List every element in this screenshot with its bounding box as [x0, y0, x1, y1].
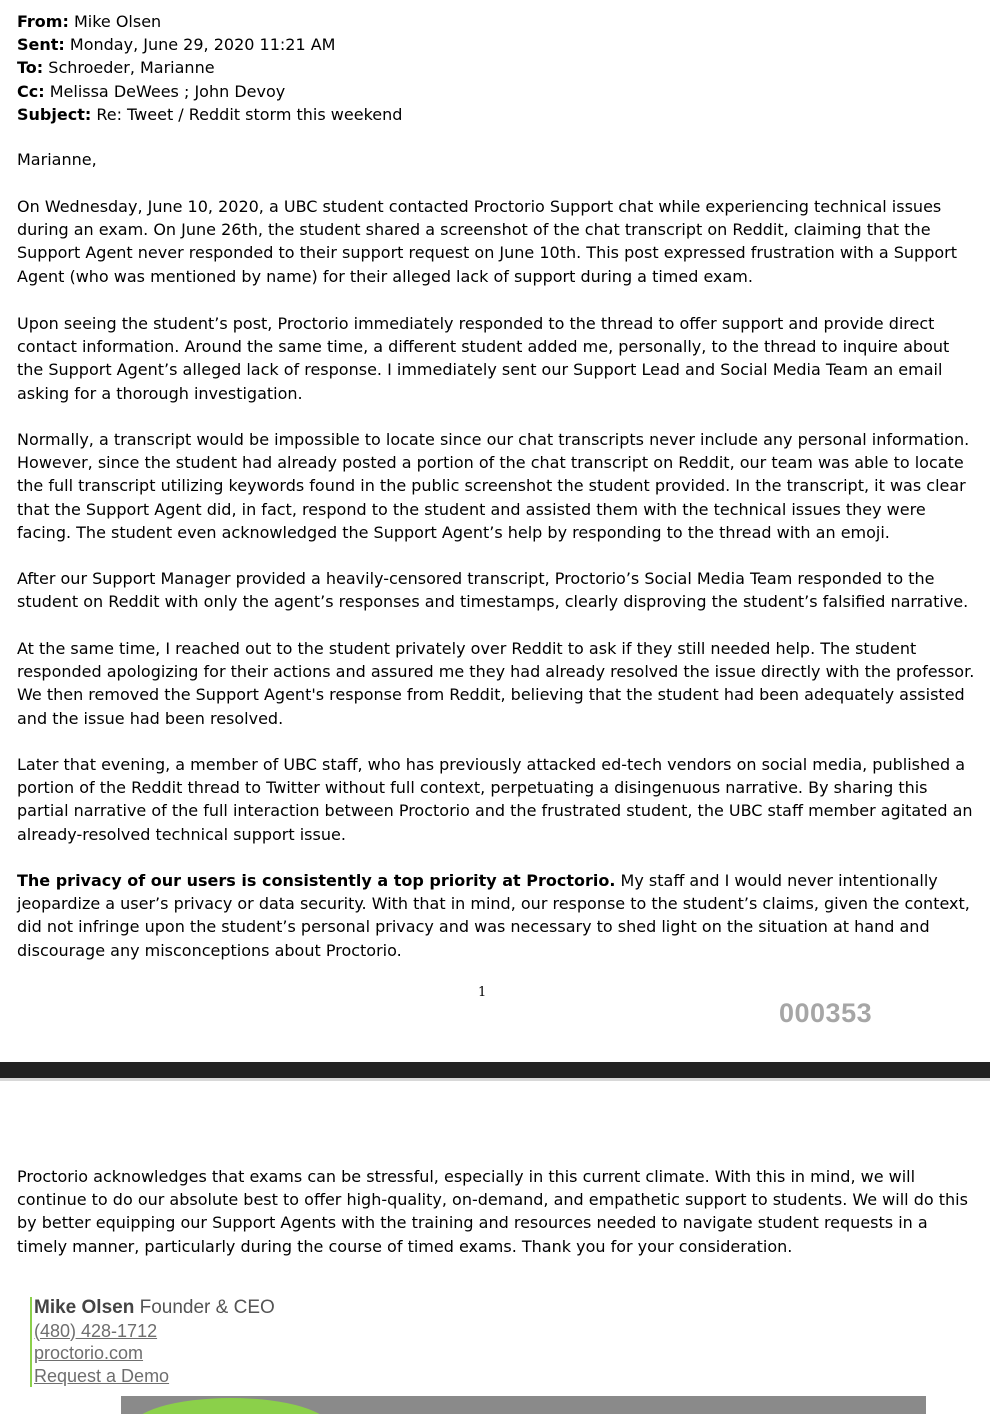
header-value: Mike Olsen: [73, 12, 162, 31]
header-cc: [17, 80, 977, 103]
email-greeting: Marianne,: [17, 150, 97, 169]
paragraph-transcript: Normally, a transcript would be impossible to locate since our chat transcripts never include any personal information. However, since the student had already posted a portion of the chat transcript on Reddit, our team was able to locate the full transcript utilizing keywords found in the public screenshot the student provided. In the transcript, it was clear that the Support Agent did, in fact, respond to the student and assisted them with the technical issues they were facing. The student even acknowledged the Support Agent’s help by responding to the thread with an emoji.: [17, 430, 970, 542]
header-value: Schroeder, Marianne: [48, 58, 215, 78]
logo-circle-shape: [131, 1398, 331, 1414]
email-headers: [17, 10, 977, 126]
header-value: Melissa DeWees ; John Devoy: [49, 81, 286, 101]
paragraph-private-outreach: At the same time, I reached out to the student privately over Reddit to ask if they still needed help. The student responded apologizing for their actions and assured me they had already resolved the issue directly with the professor. We then removed the Support Agent's response from Reddit, believing that the student had been adequately assisted and the issue had been resolved.: [17, 639, 975, 728]
paragraph-privacy: [17, 869, 977, 962]
email-signature: [30, 1297, 275, 1387]
header-label: To:: [17, 58, 44, 78]
privacy-statement: The privacy of our users is consistently a top priority at Proctorio.: [17, 871, 616, 890]
paragraph-censored: After our Support Manager provided a heavily-censored transcript, Proctorio’s Social Media Team responded to the student on Reddit with only the agent’s responses and timestamps, clearly disproving the student’s falsified narrative.: [17, 569, 969, 612]
bates-number: 000353: [779, 998, 873, 1028]
page-break-divider: [0, 1062, 990, 1078]
header-label: Cc:: [17, 81, 45, 101]
header-label: From:: [17, 12, 69, 31]
signature-name-line: [34, 1297, 275, 1320]
header-sent: [17, 33, 977, 56]
page-number: 1: [478, 985, 487, 1000]
paragraph-incident: On Wednesday, June 10, 2020, a UBC student contacted Proctorio Support chat while experiencing technical issues during an exam. On June 26th, the student shared a screenshot of the chat transcript on Reddit, claiming that the Support Agent never responded to their support request on June 10th. This post expressed frustration with a Support Agent (who was mentioned by name) for their alleged lack of support during a timed exam.: [17, 197, 957, 286]
request-demo-link[interactable]: Request a Demo: [34, 1365, 170, 1386]
signature-phone-link[interactable]: (480) 428-1712: [34, 1320, 158, 1341]
signature-banner-image: [121, 1396, 926, 1414]
header-label: Sent:: [17, 35, 65, 55]
paragraph-twitter: Later that evening, a member of UBC staff, who has previously attacked ed-tech vendors on social media, published a portion of the Reddit thread to Twitter without full context, perpetuating a disingenuous narrative. By sharing this partial narrative of the full interaction between Proctorio and the frustrated student, the UBC staff member agitated an already-resolved technical support issue.: [17, 755, 973, 844]
paragraph-response: Upon seeing the student’s post, Proctorio immediately responded to the thread to offer support and provide direct contact information. Around the same time, a different student added me, personally, to the thread to inquire about the Support Agent’s alleged lack of response. I immediately sent our Support Lead and Social Media Team an email asking for a thorough investigation.: [17, 314, 950, 403]
header-value: Monday, June 29, 2020 11:21 AM: [69, 35, 336, 55]
page-break-shadow: [0, 1078, 990, 1081]
paragraph-closing: Proctorio acknowledges that exams can be stressful, especially in this current climate. With this in mind, we will continue to do our absolute best to offer high-quality, on-demand, and empathetic support to students. We will do this by better equipping our Support Agents with the training and resources needed to navigate student requests in a timely manner, particularly during the course of timed exams. Thank you for your consideration.: [17, 1167, 968, 1256]
header-subject: [17, 103, 977, 126]
header-label: Subject:: [17, 104, 92, 124]
signature-website-link[interactable]: proctorio.com: [34, 1343, 144, 1363]
header-to: [17, 56, 977, 79]
header-value: Re: Tweet / Reddit storm this weekend: [96, 104, 403, 124]
privacy-detail: My staff and I would never intentionally jeopardize a user’s privacy or data security. With that in mind, our response to the student’s claims, given the context, did not infringe upon the student’s personal privacy and was necessary to shed light on the situation at hand and discourage any misconceptions about Proctorio.: [17, 871, 970, 960]
signature-title: Founder & CEO: [134, 1297, 275, 1318]
signature-name: Mike Olsen: [34, 1297, 135, 1318]
header-from: [17, 10, 977, 33]
